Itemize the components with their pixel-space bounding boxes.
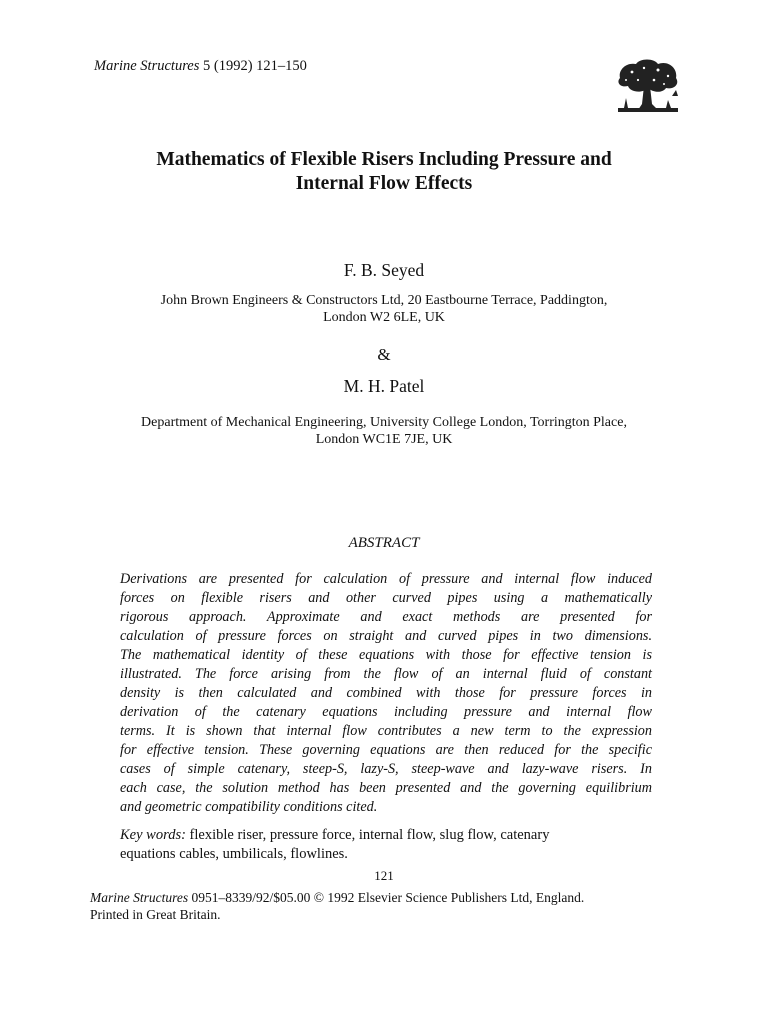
author-affiliation-1-line-1: John Brown Engineers & Constructors Ltd, 20 Eastbourne Terrace, Paddington, <box>160 293 608 308</box>
paper-title-line-2: Internal Flow Effects <box>295 173 473 194</box>
journal-citation <box>94 58 307 75</box>
publisher-footer <box>90 889 690 923</box>
paper-title <box>60 148 708 196</box>
keywords-label: Key words: <box>120 827 186 843</box>
abstract-line: density is then calculated and combined with those for pressure forces in <box>120 685 652 701</box>
footer-journal-name: Marine Structures <box>90 890 189 905</box>
abstract-line: Derivations are presented for calculation of pressure and internal flow induced <box>120 571 652 587</box>
abstract-line: illustrated. The force arising from the flow of an internal fluid of constant <box>120 666 652 682</box>
keywords-list-1: flexible riser, pressure force, internal flow, slug flow, catenary <box>189 827 550 843</box>
author-separator: & <box>377 345 391 364</box>
paper-title-line-1: Mathematics of Flexible Risers Including Pressure and <box>156 149 612 170</box>
footer-printed-in: Printed in Great Britain. <box>90 907 221 922</box>
abstract-line: and geometric compatibility conditions cited. <box>120 799 378 815</box>
abstract-line: derivation of the catenary equations including pressure and internal flow <box>120 704 652 720</box>
abstract-line: each case, the solution method has been presented and the governing equilibrium <box>120 780 652 796</box>
author-affiliation-1-line-2: London W2 6LE, UK <box>323 310 445 325</box>
page-number: 121 <box>374 868 394 883</box>
keywords-list-2: equations cables, umbilicals, flowlines. <box>120 846 348 862</box>
abstract-line: The mathematical identity of these equations with those for effective tension is <box>120 647 652 663</box>
abstract-line: for effective tension. These governing equations are then reduced for the specific <box>120 742 652 758</box>
author-affiliation-2-line-1: Department of Mechanical Engineering, University College London, Torrington Place, <box>141 415 627 430</box>
footer-issn-copyright: 0951–8339/92/$05.00 © 1992 Elsevier Science Publishers Ltd, England. <box>191 890 585 905</box>
abstract-line: forces on flexible risers and other curved pipes using a mathematically <box>120 590 652 606</box>
abstract-body <box>120 570 652 817</box>
author-name-2: M. H. Patel <box>343 376 425 396</box>
journal-name: Marine Structures <box>94 58 200 74</box>
author-name-1: F. B. Seyed <box>343 260 425 280</box>
author-affiliation-2 <box>60 414 708 448</box>
elsevier-tree-logo-icon <box>614 56 682 116</box>
footer-line-1 <box>90 889 690 906</box>
author-affiliation-2-line-2: London WC1E 7JE, UK <box>315 432 453 447</box>
journal-volume-pages: 5 (1992) 121–150 <box>203 58 307 74</box>
abstract-heading: ABSTRACT <box>348 535 420 551</box>
abstract-line: calculation of pressure forces on straight and curved pipes in two dimensions. <box>120 628 652 644</box>
abstract-line: terms. It is shown that internal flow contributes a new term to the expression <box>120 723 652 739</box>
abstract-line: rigorous approach. Approximate and exact methods are presented for <box>120 609 652 625</box>
abstract-line: cases of simple catenary, steep-S, lazy-S, steep-wave and lazy-wave risers. In <box>120 761 652 777</box>
author-affiliation-1 <box>60 292 708 326</box>
keywords-line-1 <box>120 826 660 845</box>
keywords <box>120 826 660 864</box>
